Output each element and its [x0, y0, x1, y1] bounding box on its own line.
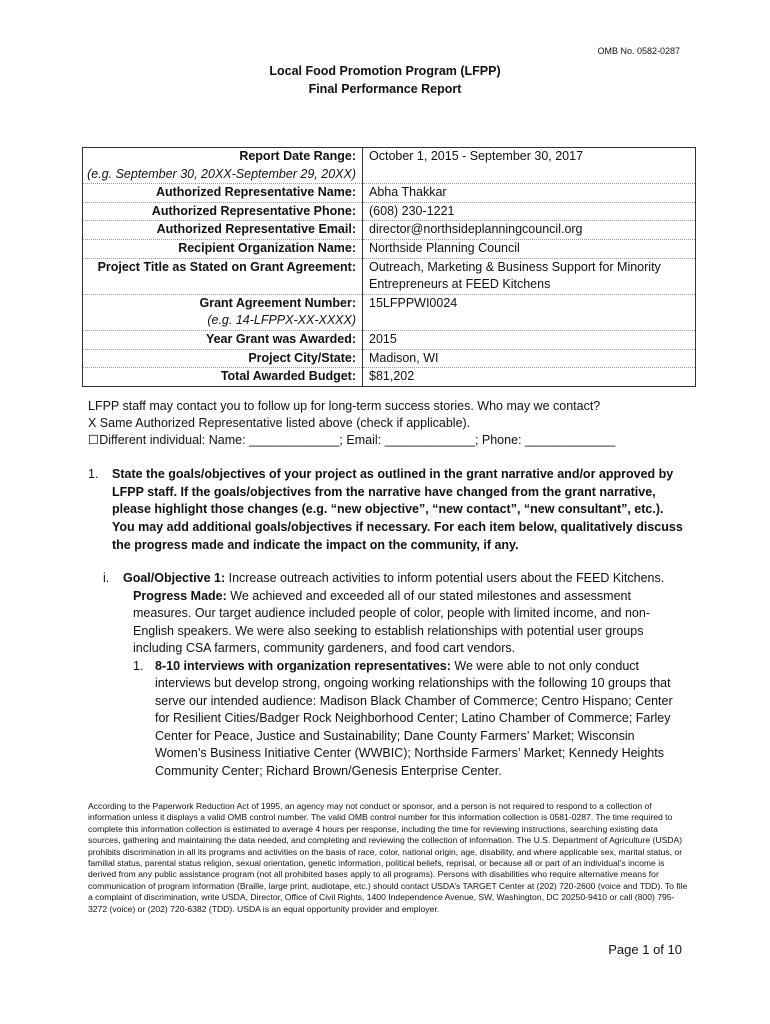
- question-1: [88, 466, 688, 555]
- sub-item-1: [133, 658, 683, 781]
- progress-text: We achieved and exceeded all of our stated milestones and assessment measures. Our target audience included people of color, people with limited income, and non-English speakers. We were also seeking to establish relationships with potential user groups including CSA farmers, community gardeners, and food cart vendors.: [133, 588, 650, 655]
- goal-1-label: Goal/Objective 1:: [123, 571, 226, 585]
- rep-phone-value: (608) 230-1221: [363, 202, 696, 221]
- progress-paragraph: [133, 588, 683, 658]
- goal-1-section: [103, 570, 683, 780]
- question-1-text: State the goals/objectives of your project as outlined in the grant narrative and/or approved by LFPP staff. If the goals/objectives from the narrative have changed from the grant narrative, please highlight those changes (e.g. “new objective”, “new contact”, “new consultant”, etc.). You may add additional goals/objectives if necessary. For each item below, qualitatively discuss the progress made and indicate the impact on the community, if any.: [112, 467, 683, 552]
- page-number: Page 1 of 10: [608, 942, 682, 957]
- row-rep-email: [83, 221, 696, 240]
- rep-email-label: Authorized Representative Email:: [83, 221, 363, 240]
- report-date-example: (e.g. September 30, 20XX-September 29, 20XX): [87, 166, 356, 181]
- grant-number-label: Grant Agreement Number:: [199, 295, 356, 310]
- project-title-value: Outreach, Marketing & Business Support for Minority Entrepreneurs at FEED Kitchens: [363, 258, 696, 294]
- row-rep-name: [83, 184, 696, 203]
- grant-number-example: (e.g. 14-LFPPX-XX-XXXX): [207, 313, 356, 328]
- row-city: [83, 349, 696, 368]
- contact-same-rep[interactable]: X Same Authorized Representative listed above (check if applicable).: [88, 416, 471, 430]
- row-year: [83, 330, 696, 349]
- row-report-date: [83, 148, 696, 184]
- row-org: [83, 239, 696, 258]
- row-grant-number: [83, 294, 696, 330]
- row-rep-phone: [83, 202, 696, 221]
- progress-label: Progress Made:: [133, 588, 227, 603]
- city-value: Madison, WI: [363, 349, 696, 368]
- city-label: Project City/State:: [83, 349, 363, 368]
- omb-number: OMB No. 0582-0287: [597, 46, 680, 56]
- goal-1-paragraph: [123, 570, 683, 588]
- sub-item-1-label: 8-10 interviews with organization representatives:: [155, 658, 451, 673]
- goal-1-text: Increase outreach activities to inform potential users about the FEED Kitchens.: [225, 571, 665, 585]
- budget-label: Total Awarded Budget:: [83, 368, 363, 387]
- report-date-value: October 1, 2015 - September 30, 2017: [369, 149, 584, 163]
- year-label: Year Grant was Awarded:: [83, 330, 363, 349]
- rep-name-value: Abha Thakkar: [363, 184, 696, 203]
- paperwork-notice: According to the Paperwork Reduction Act of 1995, an agency may not conduct or sponsor, and a person is not required to respond to a collection of information unless it displays a valid OMB control number. The valid OMB control number for this information collection is 0581-0287. The time required to complete this information collection is estimated to average 4 hours per response, including the time for reviewing instructions, searching existing data sources, gathering and maintaining the data needed, and completing and reviewing the collection of information. The U.S. Department of Agriculture (USDA) prohibits discrimination in all its programs and activities on the basis of race, color, national origin, age, disability, and where applicable sex, marital status, or familial status, parental status religion, sexual orientation, genetic information, political beliefs, reprisal, or because all or part of an individual’s income is derived from any public assistance program (not all prohibited bases apply to all programs). Persons with disabilities who require alternative means for communication of program information (Braille, large print, audiotape, etc.) should contact USDA’s TARGET Center at (202) 720-2600 (voice and TDD). To file a complaint of discrimination, write USDA, Director, Office of Civil Rights, 1400 Independence Avenue, SW, Washington, DC 20250-9410 or call (800) 795-3272 (voice) or (202) 720-6382 (TDD). USDA is an equal opportunity provider and employer.: [88, 801, 688, 914]
- rep-name-label: Authorized Representative Name:: [83, 184, 363, 203]
- contact-section: [88, 398, 688, 449]
- report-date-label: Report Date Range:: [239, 149, 356, 163]
- org-value: Northside Planning Council: [363, 239, 696, 258]
- report-info-table: [82, 147, 696, 387]
- title-line-1: Local Food Promotion Program (LFPP): [269, 64, 501, 78]
- grant-number-value: 15LFPPWI0024: [363, 294, 696, 330]
- project-title-label: Project Title as Stated on Grant Agreement:: [83, 258, 363, 294]
- year-value: 2015: [363, 330, 696, 349]
- page-title: [0, 62, 770, 98]
- report-date-label-cell: [83, 148, 363, 184]
- row-project-title: [83, 258, 696, 294]
- title-line-2: Final Performance Report: [308, 82, 462, 96]
- contact-different-individual[interactable]: ☐Different individual: Name: _____________; Email: _____________; Phone: _____________: [88, 433, 616, 447]
- question-1-number: 1.: [88, 467, 99, 481]
- goal-1-numeral: i.: [103, 571, 110, 585]
- contact-line-1: LFPP staff may contact you to follow up for long-term success stories. Who may we contact?: [88, 399, 601, 413]
- grant-number-label-cell: [83, 294, 363, 330]
- org-label: Recipient Organization Name:: [83, 239, 363, 258]
- sub-item-1-number: 1.: [133, 658, 144, 673]
- sub-item-1-text: We were able to not only conduct interviews but develop strong, ongoing working relationships with the following 10 groups that serve our intended audience: Madison Black Chamber of Commerce; Centro Hispano; Center for Resilient Cities/Badger Rock Neighborhood Center; Latino Chamber of Commerce; Farley Center for Peace, Justice and Sustainability; Dane County Farmers’ Market; Wisconsin Women’s Business Initiative Center (WWBIC); Northside Farmers’ Market; Kennedy Heights Community Center; Richard Brown/Genesis Enterprise Center.: [155, 658, 673, 778]
- budget-value: $81,202: [363, 368, 696, 387]
- rep-email-value: director@northsideplanningcouncil.org: [363, 221, 696, 240]
- rep-phone-label: Authorized Representative Phone:: [83, 202, 363, 221]
- row-budget: [83, 368, 696, 387]
